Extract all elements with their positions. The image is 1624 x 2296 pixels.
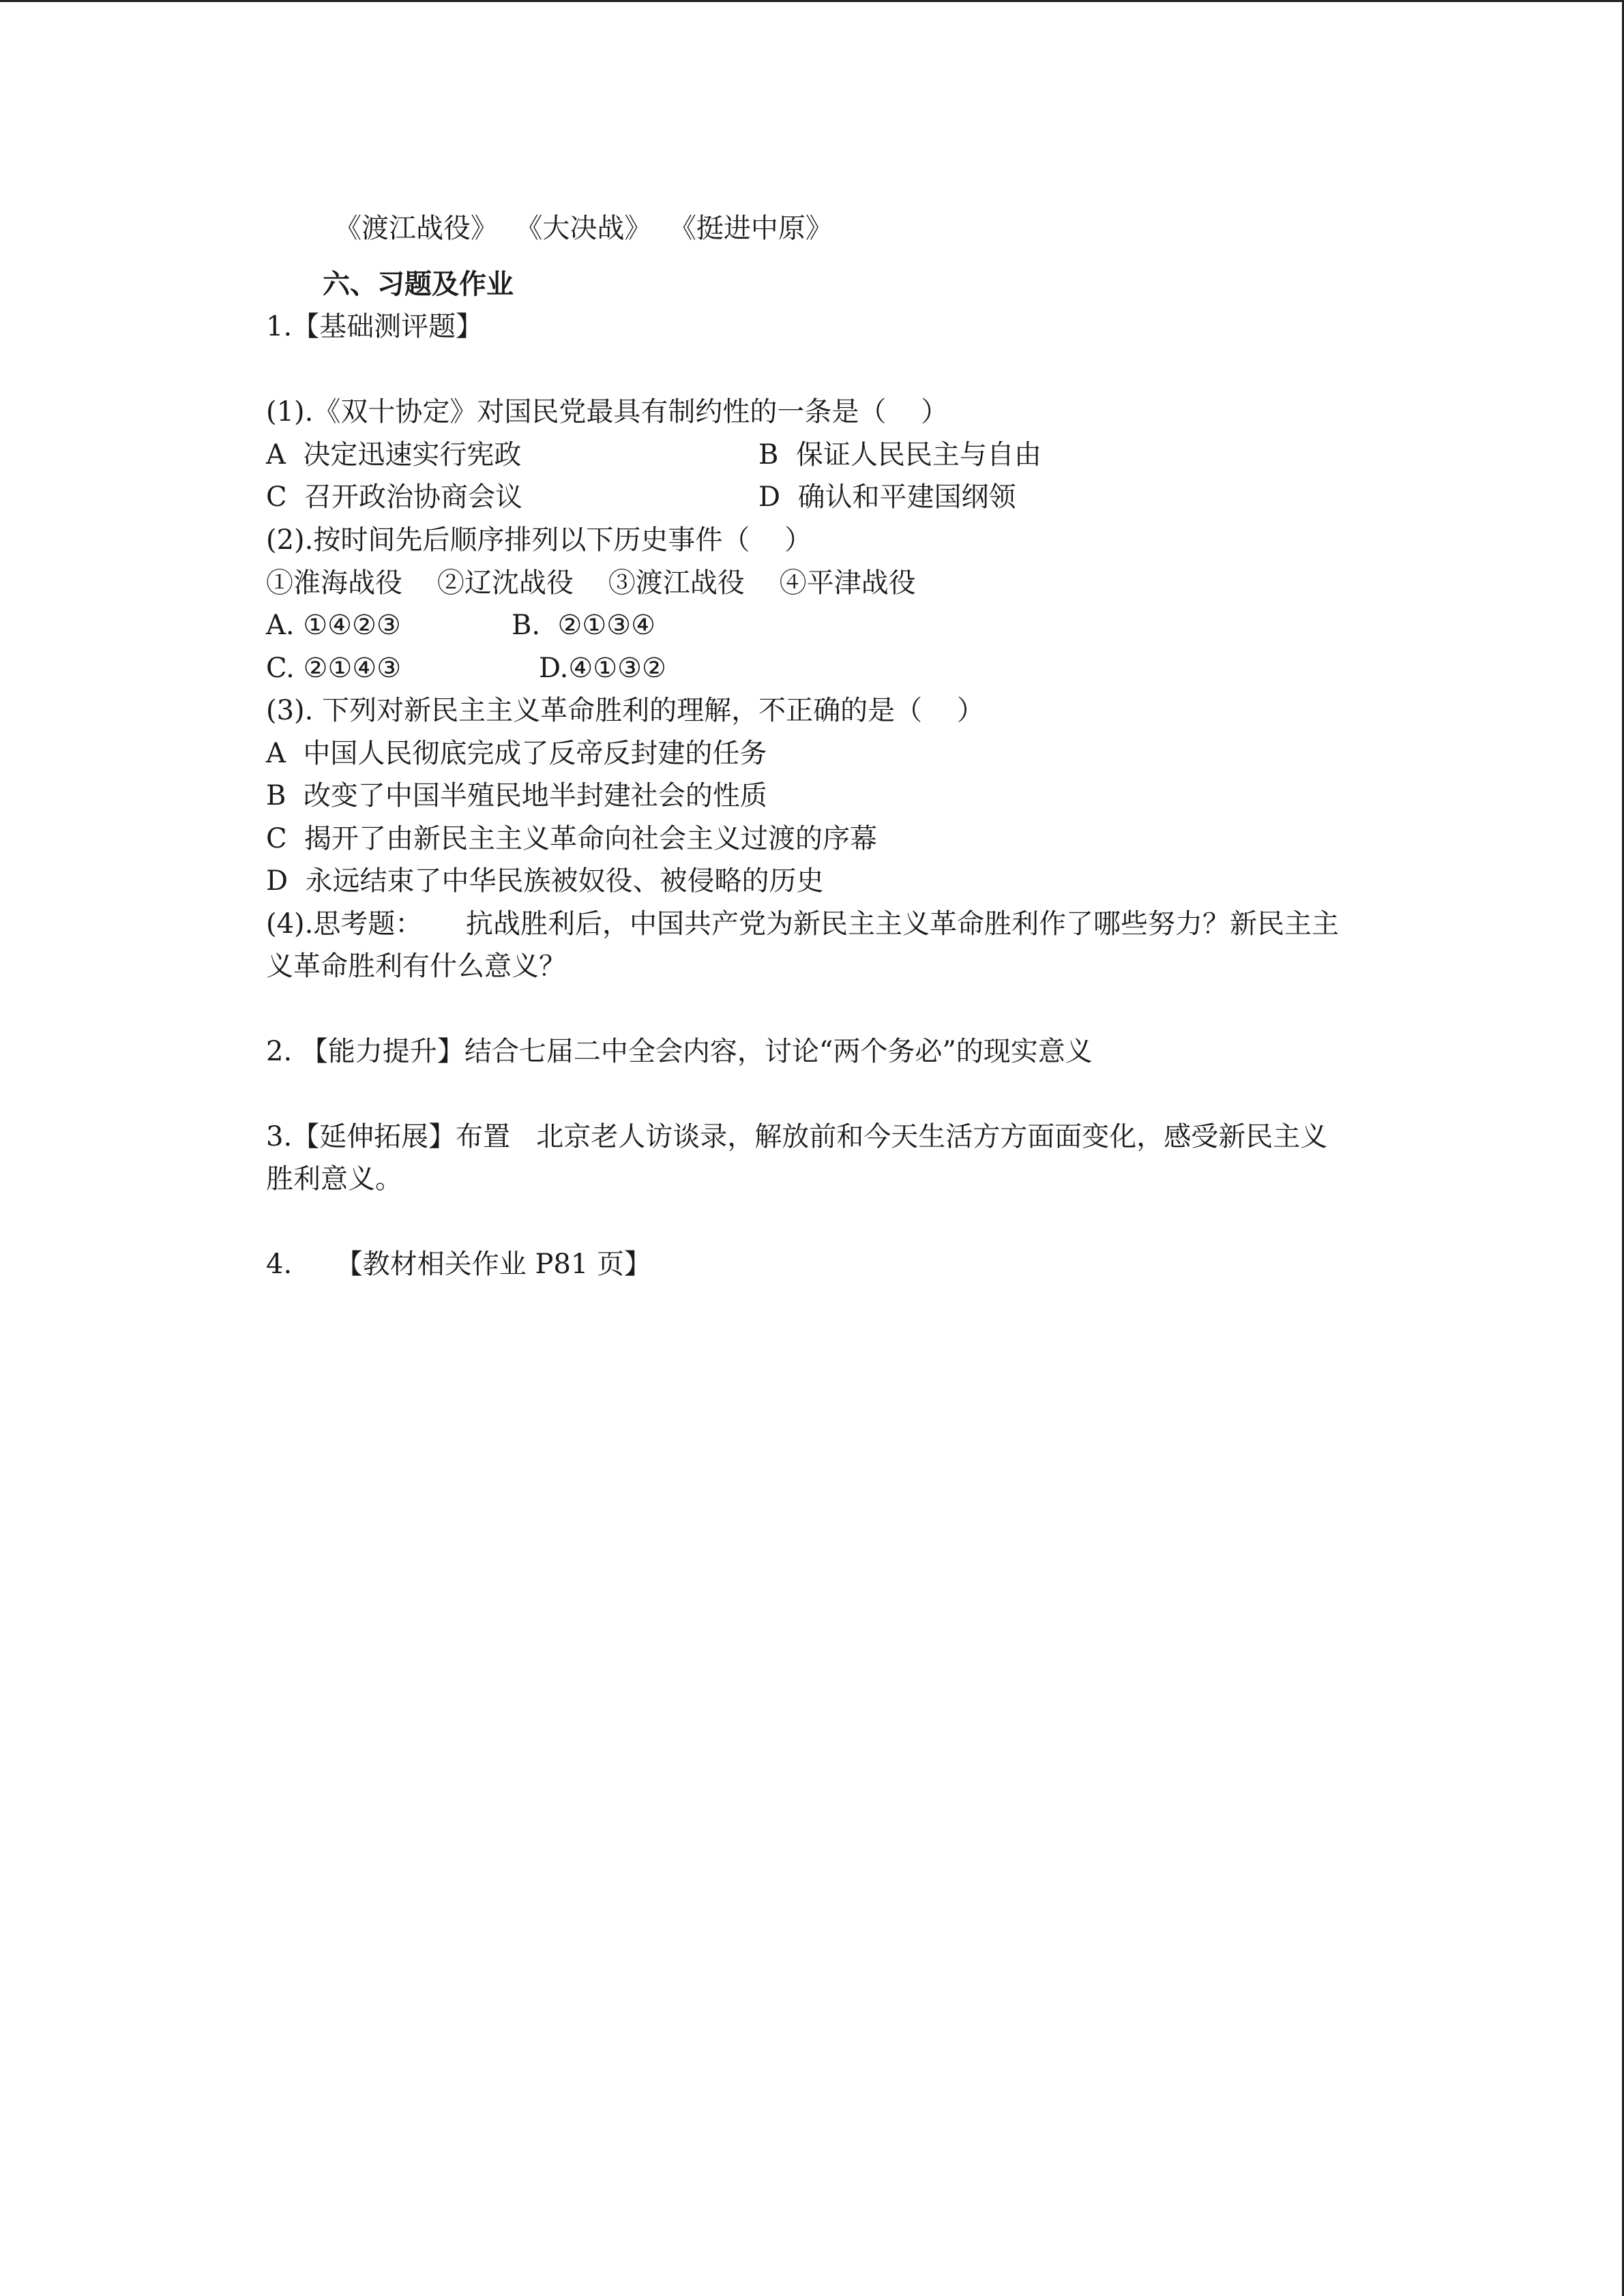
- q4-line-2: 义革命胜利有什么意义？: [266, 951, 566, 982]
- q3-option-b: B 改变了中国半殖民地半封建社会的性质: [266, 780, 767, 811]
- q1-option-c: C 召开政治协商会议: [266, 481, 523, 513]
- q3-stem: (3). 下列对新民主主义革命胜利的理解，不正确的是（ ）: [266, 695, 984, 726]
- textbook-task: 4. 【教材相关作业 P81 页】: [266, 1249, 651, 1280]
- basic-heading: 1.【基础测评题】: [266, 311, 484, 342]
- q4-line-1: (4).思考题： 抗战胜利后，中国共产党为新民主主义革命胜利作了哪些努力？新民主主: [266, 908, 1339, 940]
- q1-stem: (1).《双十协定》对国民党最具有制约性的一条是（ ）: [266, 396, 949, 428]
- q2-option-a: A. ①④②③: [266, 610, 401, 641]
- q2-stem: (2).按时间先后顺序排列以下历史事件（ ）: [266, 524, 812, 556]
- q3-option-a: A 中国人民彻底完成了反帝反封建的任务: [266, 738, 767, 769]
- film-list: 《渡江战役》 《大决战》 《挺进中原》: [334, 213, 833, 244]
- extension-line-1: 3.【延伸拓展】布置 北京老人访谈录，解放前和今天生活方方面面变化，感受新民主义: [266, 1121, 1328, 1152]
- q2-option-b: B. ②①③④: [512, 610, 655, 641]
- section-title: 六、习题及作业: [323, 268, 514, 300]
- q1-option-d: D 确认和平建国纲领: [758, 481, 1016, 513]
- extension-line-2: 胜利意义。: [266, 1163, 402, 1195]
- q3-option-c: C 揭开了由新民主主义革命向社会主义过渡的序幕: [266, 823, 878, 854]
- q2-option-c: C. ②①④③: [266, 653, 402, 684]
- q2-option-d: D.④①③②: [539, 653, 666, 684]
- q2-events: ①淮海战役 ②辽沈战役 ③渡江战役 ④平津战役: [266, 567, 916, 599]
- q1-option-a: A 决定迅速实行宪政: [266, 439, 522, 471]
- q1-option-b: B 保证人民民主与自由: [758, 439, 1042, 471]
- q3-option-d: D 永远结束了中华民族被奴役、被侵略的历史: [266, 865, 824, 897]
- ability-task: 2. 【能力提升】结合七届二中全会内容，讨论“两个务必”的现实意义: [266, 1036, 1093, 1067]
